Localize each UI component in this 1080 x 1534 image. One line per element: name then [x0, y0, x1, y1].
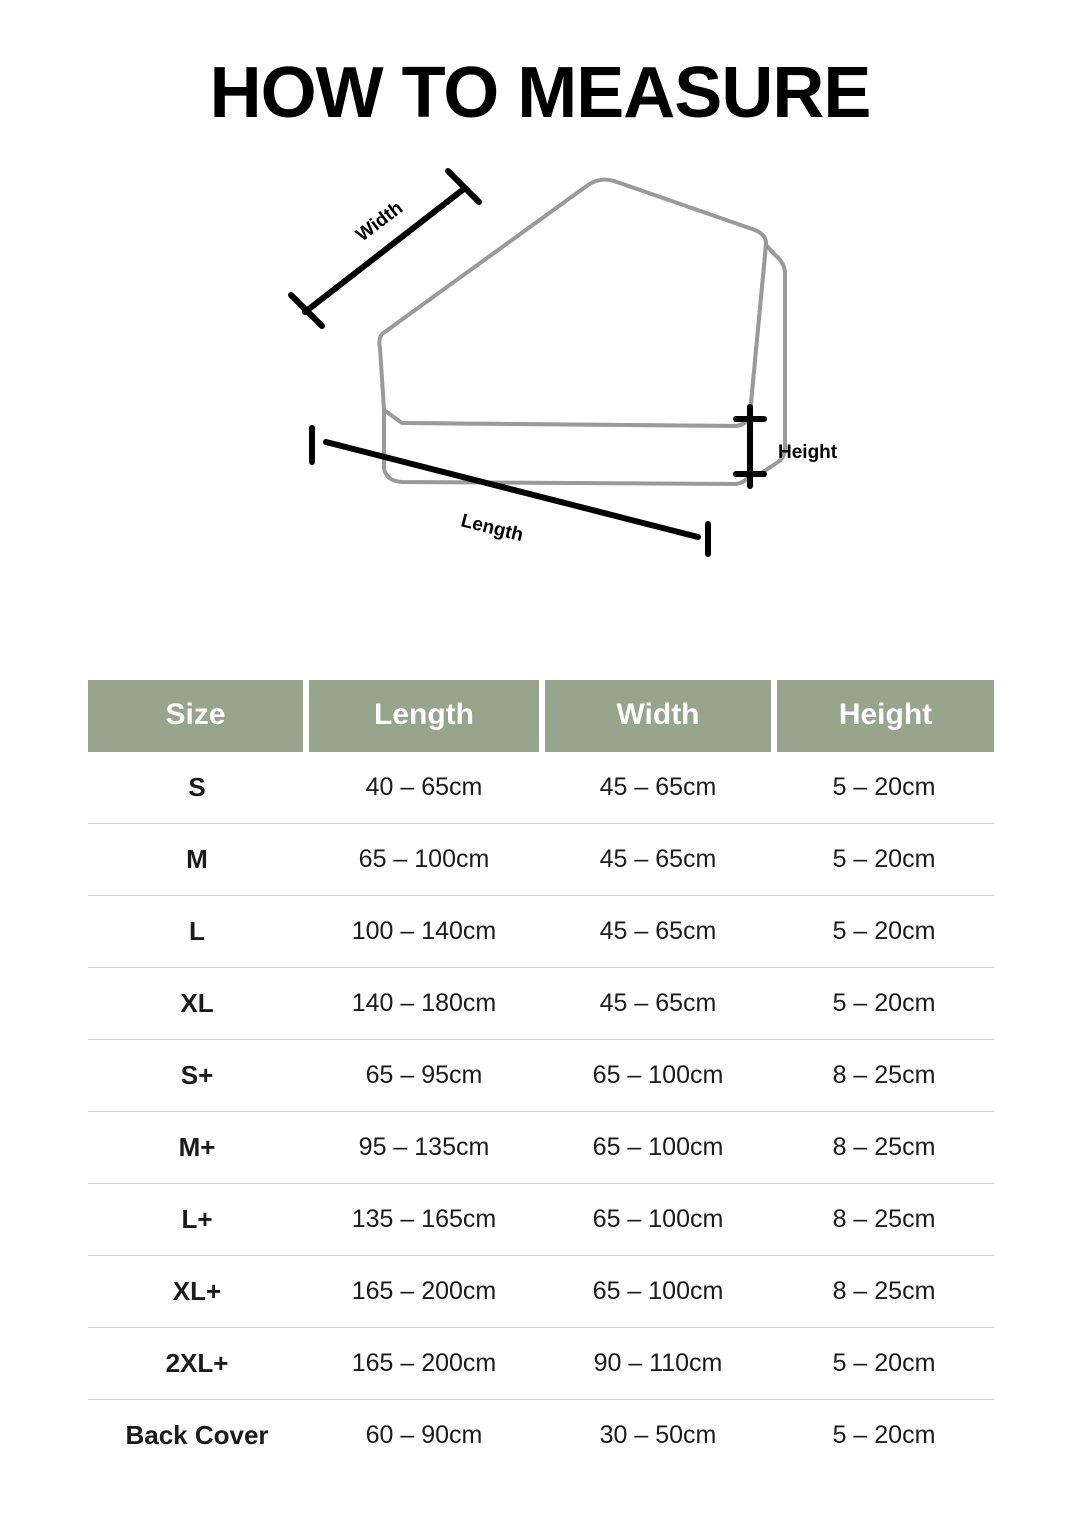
cushion-illustration	[130, 152, 950, 582]
table-row	[88, 1256, 994, 1328]
cell-length: 135 – 165cm	[306, 1184, 542, 1256]
table-row	[88, 896, 994, 968]
cell-height: 8 – 25cm	[774, 1256, 994, 1328]
table-row	[88, 968, 994, 1040]
cell-width: 45 – 65cm	[542, 752, 774, 824]
column-header-size: Size	[88, 680, 306, 752]
cell-size: 2XL+	[88, 1328, 306, 1400]
cell-size: XL+	[88, 1256, 306, 1328]
cell-length: 100 – 140cm	[306, 896, 542, 968]
cell-length: 60 – 90cm	[365, 1421, 483, 1449]
cell-size: M	[88, 824, 306, 896]
cushion-shape	[379, 180, 785, 484]
table-row	[88, 1184, 994, 1256]
column-header-length: Length	[306, 680, 542, 752]
height-label: Height	[778, 442, 838, 463]
cell-width: 45 – 65cm	[542, 968, 774, 1040]
cushion-measure-diagram	[0, 152, 1080, 622]
table-row	[88, 824, 994, 896]
cell-height: 5 – 20cm	[774, 1328, 994, 1400]
cell-size: S+	[88, 1040, 306, 1112]
cell-height: 8 – 25cm	[774, 1184, 994, 1256]
column-header-height: Height	[774, 680, 994, 752]
cell-width: 45 – 65cm	[542, 824, 774, 896]
size-table	[88, 680, 994, 1471]
cell-width: 45 – 65cm	[542, 896, 774, 968]
cell-length: 95 – 135cm	[306, 1112, 542, 1184]
cell-length: 65 – 95cm	[306, 1040, 542, 1112]
cell-size: XL	[88, 968, 306, 1040]
cell-size: Back Cover	[125, 1420, 269, 1450]
cell-height: 5 – 20cm	[774, 896, 994, 968]
cell-width: 65 – 100cm	[542, 1256, 774, 1328]
width-label: Width	[352, 197, 408, 246]
table-row	[88, 1112, 994, 1184]
cell-length: 65 – 100cm	[306, 824, 542, 896]
column-header-width: Width	[542, 680, 774, 752]
table-header-row	[88, 680, 994, 752]
cell-width: 65 – 100cm	[542, 1040, 774, 1112]
cell-size: M+	[88, 1112, 306, 1184]
cell-height: 8 – 25cm	[774, 1112, 994, 1184]
cell-height: 8 – 25cm	[774, 1040, 994, 1112]
cell-width: 65 – 100cm	[542, 1112, 774, 1184]
size-table-container	[88, 680, 994, 1471]
cell-height: 5 – 20cm	[774, 968, 994, 1040]
cell-width: 30 – 50cm	[599, 1421, 717, 1449]
table-body	[88, 752, 994, 1471]
cell-width: 65 – 100cm	[542, 1184, 774, 1256]
cell-height: 5 – 20cm	[832, 1421, 936, 1449]
page-title: HOW TO MEASURE	[209, 53, 871, 133]
table-row	[88, 1400, 994, 1472]
cell-height: 5 – 20cm	[774, 824, 994, 896]
cell-width: 90 – 110cm	[542, 1328, 774, 1400]
table-row	[88, 1328, 994, 1400]
cell-length: 40 – 65cm	[306, 752, 542, 824]
cell-size: L+	[88, 1184, 306, 1256]
cell-length: 140 – 180cm	[306, 968, 542, 1040]
table-header	[88, 680, 994, 752]
length-label: Length	[458, 510, 526, 547]
table-row	[88, 1040, 994, 1112]
cell-size: S	[88, 752, 306, 824]
cell-size: L	[88, 896, 306, 968]
cell-length: 165 – 200cm	[306, 1328, 542, 1400]
table-row	[88, 752, 994, 824]
cell-height: 5 – 20cm	[774, 752, 994, 824]
cell-length: 165 – 200cm	[306, 1256, 542, 1328]
